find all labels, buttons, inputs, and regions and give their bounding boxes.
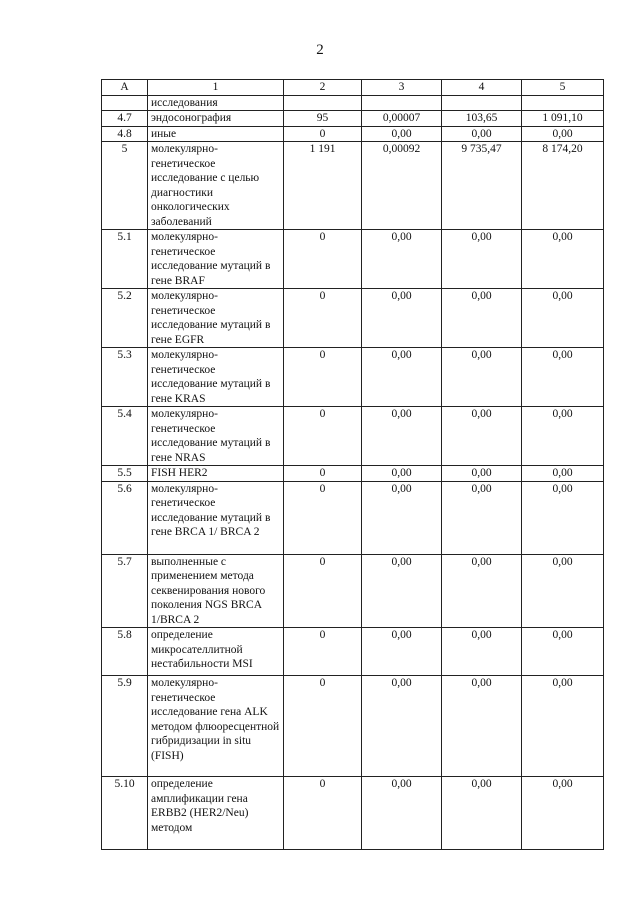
table-row <box>102 111 604 127</box>
row-value-4: 0,00 <box>442 126 522 142</box>
row-value-4: 0,00 <box>442 676 522 777</box>
column-header: А <box>102 80 148 96</box>
header-row <box>102 80 604 96</box>
row-description: молекулярно-генетическое исследование с целью диагностики онкологических заболеваний <box>148 142 284 230</box>
page-number: 2 <box>316 42 324 58</box>
row-value-4: 0,00 <box>442 554 522 628</box>
row-ratio: 0,00 <box>362 628 442 676</box>
row-ratio: 0,00 <box>362 230 442 289</box>
table-row <box>102 676 604 777</box>
row-code: 5.9 <box>102 676 148 777</box>
row-value-5: 0,00 <box>522 466 604 482</box>
row-ratio: 0,00092 <box>362 142 442 230</box>
row-value-4: 0,00 <box>442 348 522 407</box>
row-description: выполненные с применением метода секвенирования нового поколения NGS BRCA 1/BRCA 2 <box>148 554 284 628</box>
row-count: 0 <box>284 481 362 554</box>
row-description: определение амплификации гена ERBB2 (HER2/Neu) методом <box>148 777 284 850</box>
row-value-4: 0,00 <box>442 289 522 348</box>
row-description: исследования <box>148 95 284 111</box>
row-ratio: 0,00007 <box>362 111 442 127</box>
row-description: молекулярно-генетическое исследование мутаций в гене EGFR <box>148 289 284 348</box>
row-value-5: 0,00 <box>522 348 604 407</box>
row-description: FISH HER2 <box>148 466 284 482</box>
row-count: 1 191 <box>284 142 362 230</box>
table-row <box>102 777 604 850</box>
row-code: 5.10 <box>102 777 148 850</box>
row-code: 5.6 <box>102 481 148 554</box>
row-ratio: 0,00 <box>362 466 442 482</box>
row-code: 5 <box>102 142 148 230</box>
table-row <box>102 466 604 482</box>
row-ratio <box>362 95 442 111</box>
row-count: 0 <box>284 777 362 850</box>
row-description: молекулярно-генетическое исследование мутаций в гене KRAS <box>148 348 284 407</box>
row-value-4: 0,00 <box>442 466 522 482</box>
column-header: 1 <box>148 80 284 96</box>
row-code: 5.3 <box>102 348 148 407</box>
row-code <box>102 95 148 111</box>
row-value-4: 0,00 <box>442 628 522 676</box>
row-count: 0 <box>284 230 362 289</box>
table-row <box>102 554 604 628</box>
row-value-4: 0,00 <box>442 777 522 850</box>
table-row <box>102 95 604 111</box>
row-ratio: 0,00 <box>362 777 442 850</box>
row-code: 5.1 <box>102 230 148 289</box>
row-value-4: 0,00 <box>442 481 522 554</box>
row-description: молекулярно-генетическое исследование мутаций в гене NRAS <box>148 407 284 466</box>
row-value-5: 0,00 <box>522 777 604 850</box>
row-ratio: 0,00 <box>362 481 442 554</box>
row-ratio: 0,00 <box>362 554 442 628</box>
row-value-5: 1 091,10 <box>522 111 604 127</box>
row-description: молекулярно-генетическое исследование мутаций в гене BRAF <box>148 230 284 289</box>
row-value-4: 9 735,47 <box>442 142 522 230</box>
row-code: 5.7 <box>102 554 148 628</box>
column-header: 4 <box>442 80 522 96</box>
column-header: 5 <box>522 80 604 96</box>
column-header: 3 <box>362 80 442 96</box>
column-header: 2 <box>284 80 362 96</box>
row-code: 5.8 <box>102 628 148 676</box>
table-row <box>102 142 604 230</box>
table-row <box>102 481 604 554</box>
row-count: 0 <box>284 348 362 407</box>
row-value-5 <box>522 95 604 111</box>
row-code: 5.4 <box>102 407 148 466</box>
row-value-5: 0,00 <box>522 628 604 676</box>
table-row <box>102 126 604 142</box>
data-table <box>101 79 604 850</box>
row-value-5: 0,00 <box>522 126 604 142</box>
row-value-5: 0,00 <box>522 407 604 466</box>
row-code: 4.7 <box>102 111 148 127</box>
row-description: иные <box>148 126 284 142</box>
table-row <box>102 289 604 348</box>
row-description: определение микросателлитной нестабильности MSI <box>148 628 284 676</box>
row-count: 0 <box>284 676 362 777</box>
row-count: 0 <box>284 628 362 676</box>
row-count: 0 <box>284 466 362 482</box>
row-count: 0 <box>284 407 362 466</box>
row-count: 95 <box>284 111 362 127</box>
row-value-5: 8 174,20 <box>522 142 604 230</box>
row-value-4: 0,00 <box>442 230 522 289</box>
row-count: 0 <box>284 289 362 348</box>
row-value-4 <box>442 95 522 111</box>
row-ratio: 0,00 <box>362 289 442 348</box>
row-value-4: 0,00 <box>442 407 522 466</box>
row-value-4: 103,65 <box>442 111 522 127</box>
table-row <box>102 348 604 407</box>
row-ratio: 0,00 <box>362 407 442 466</box>
row-code: 4.8 <box>102 126 148 142</box>
row-value-5: 0,00 <box>522 289 604 348</box>
row-ratio: 0,00 <box>362 348 442 407</box>
row-ratio: 0,00 <box>362 126 442 142</box>
row-count: 0 <box>284 126 362 142</box>
row-value-5: 0,00 <box>522 481 604 554</box>
row-count <box>284 95 362 111</box>
row-value-5: 0,00 <box>522 554 604 628</box>
row-description: эндосонография <box>148 111 284 127</box>
row-count: 0 <box>284 554 362 628</box>
table-row <box>102 230 604 289</box>
row-code: 5.2 <box>102 289 148 348</box>
table-row <box>102 407 604 466</box>
row-value-5: 0,00 <box>522 230 604 289</box>
row-ratio: 0,00 <box>362 676 442 777</box>
row-value-5: 0,00 <box>522 676 604 777</box>
row-code: 5.5 <box>102 466 148 482</box>
row-description: молекулярно-генетическое исследование мутаций в гене BRCA 1/ BRCA 2 <box>148 481 284 554</box>
row-description: молекулярно-генетическое исследование гена ALK методом флюоресцентной гибридизации in situ (FISH) <box>148 676 284 777</box>
table-row <box>102 628 604 676</box>
